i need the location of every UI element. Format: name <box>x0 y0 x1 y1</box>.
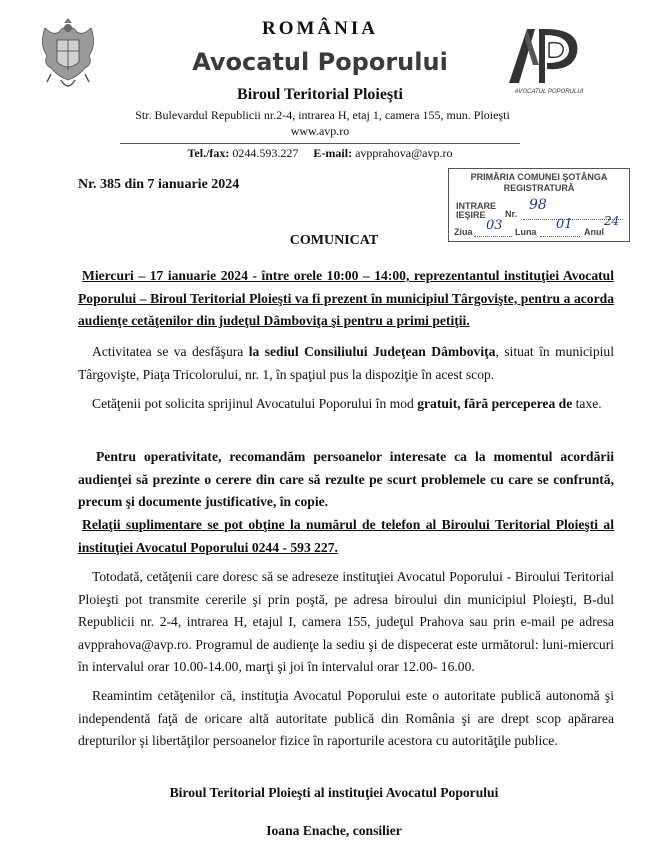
registration-stamp <box>448 168 630 242</box>
paragraph-phone: Relaţii suplimentare se pot obţine la numărul de telefon al Biroului Teritorial Ploieşti al instituţiei Avocatul Poporului 0244 - 593 227. <box>78 517 614 555</box>
stamp-nr-value: 98 <box>529 197 547 213</box>
stamp-intrare: INTRARE <box>456 201 496 211</box>
p3-text-bold: gratuit, fără perceperea de <box>417 396 573 411</box>
header-office: Biroul Teritorial Ploieşti <box>237 86 403 103</box>
stamp-ziua-value: 03 <box>486 218 503 233</box>
signature-name: Ioana Enache, consilier <box>266 823 402 838</box>
stamp-line2: REGISTRATURĂ <box>503 183 575 193</box>
paragraph-reminder: Reamintim cetăţenilor că, instituţia Avocatul Poporului este o autoritate publică autonomă şi independentă faţă de oricare altă autoritate publică din România şi are drept scop apărarea drepturilor şi libertăţilor persoanelor fizice în raporturile acestora cu autorităţile publice. <box>78 688 614 748</box>
header-address: Str. Bulevardul Republicii nr.2-4, intrarea H, etaj 1, camera 155, mun. Ploieşti <box>135 108 510 122</box>
p2-text-c: , situat în municipiul Târgovişte, Piaţa Tricolorului, nr. 1, în spaţiul pus la dispoziţie în acest scop. <box>78 344 614 382</box>
stamp-luna-value: 01 <box>556 217 573 232</box>
p2-text-a: Activitatea se va desfăşura <box>92 344 249 359</box>
email-value: avpprahova@avp.ro <box>355 146 453 160</box>
tel-value: 0244.593.227 <box>232 146 299 160</box>
coat-of-arms-icon <box>37 14 99 96</box>
paragraph-announcement: Miercuri – 17 ianuarie 2024 - între orele 10:00 – 14:00, reprezentantul instituţiei Avocatul Poporului – Biroul Teritorial Ploieşti va fi prezent în municipiul Târgovişte, pentru a acorda audienţe cetăţenilor din judeţul Dâmboviţa şi pentru a primi petiţii. <box>78 268 614 328</box>
signature-office: Biroul Teritorial Ploieşti al instituţiei Avocatul Poporului <box>169 785 499 800</box>
logo-text: AVOCATUL POPORULUI <box>514 89 584 95</box>
paragraph-recommendation: Pentru operativitate, recomandăm persoanelor interesate ca la momentul acordării audienţei să prezinte o cerere din care să rezulte pe scurt problemele cu care se confruntă, precum şi documente justificative, în copie. <box>78 449 614 509</box>
stamp-iesire: IEŞIRE <box>456 210 486 220</box>
tel-label: Tel./fax: <box>187 146 230 160</box>
header-contact <box>120 143 520 161</box>
stamp-nr-label: Nr. <box>505 209 518 219</box>
stamp-ziua-label: Ziua <box>454 227 473 237</box>
paragraph-contact: Totodată, cetăţenii care doresc să se adreseze instituţiei Avocatul Poporului - Biroului Teritorial Ploieşti pot transmite cererile şi prin poştă, pe adresa biroului din municipiul Ploieşti, B-dul Republicii nr. 2-4, intrarea H, etajul I, camera 155, judeţul Prahova sau prin e-mail pe adresa avpprahova@avp.ro. Programul de audienţe la sediu şi de dispecerat este următorul: luni-miercuri în intervalul orar 10.00-14.00, marţi şi joi în intervalul orar 12.00- 16.00. <box>78 569 614 674</box>
p3-text-c: taxe. <box>572 396 602 411</box>
p3-text-a: Cetăţenii pot solicita sprijinul Avocatului Poporului în mod <box>92 396 418 411</box>
stamp-line1: PRIMĂRIA COMUNEI ŞOTÂNGA <box>470 172 608 182</box>
stamp-anul-label: Anul <box>584 227 604 237</box>
header-country: ROMÂNIA <box>262 18 378 39</box>
stamp-anul-value: 24 <box>604 214 620 228</box>
header-institution: Avocatul Poporului <box>192 48 448 76</box>
stamp-luna-label: Luna <box>515 227 537 237</box>
p2-text-bold: la sediul Consiliului Judeţean Dâmboviţa <box>248 344 496 359</box>
document-title: COMUNICAT <box>289 233 379 248</box>
email-label: E-mail: <box>313 146 353 160</box>
paragraph-free <box>78 393 614 416</box>
document-reference: Nr. 385 din 7 ianuarie 2024 <box>78 177 240 192</box>
paragraph-location <box>78 341 614 386</box>
header-website: www.avp.ro <box>290 124 350 138</box>
